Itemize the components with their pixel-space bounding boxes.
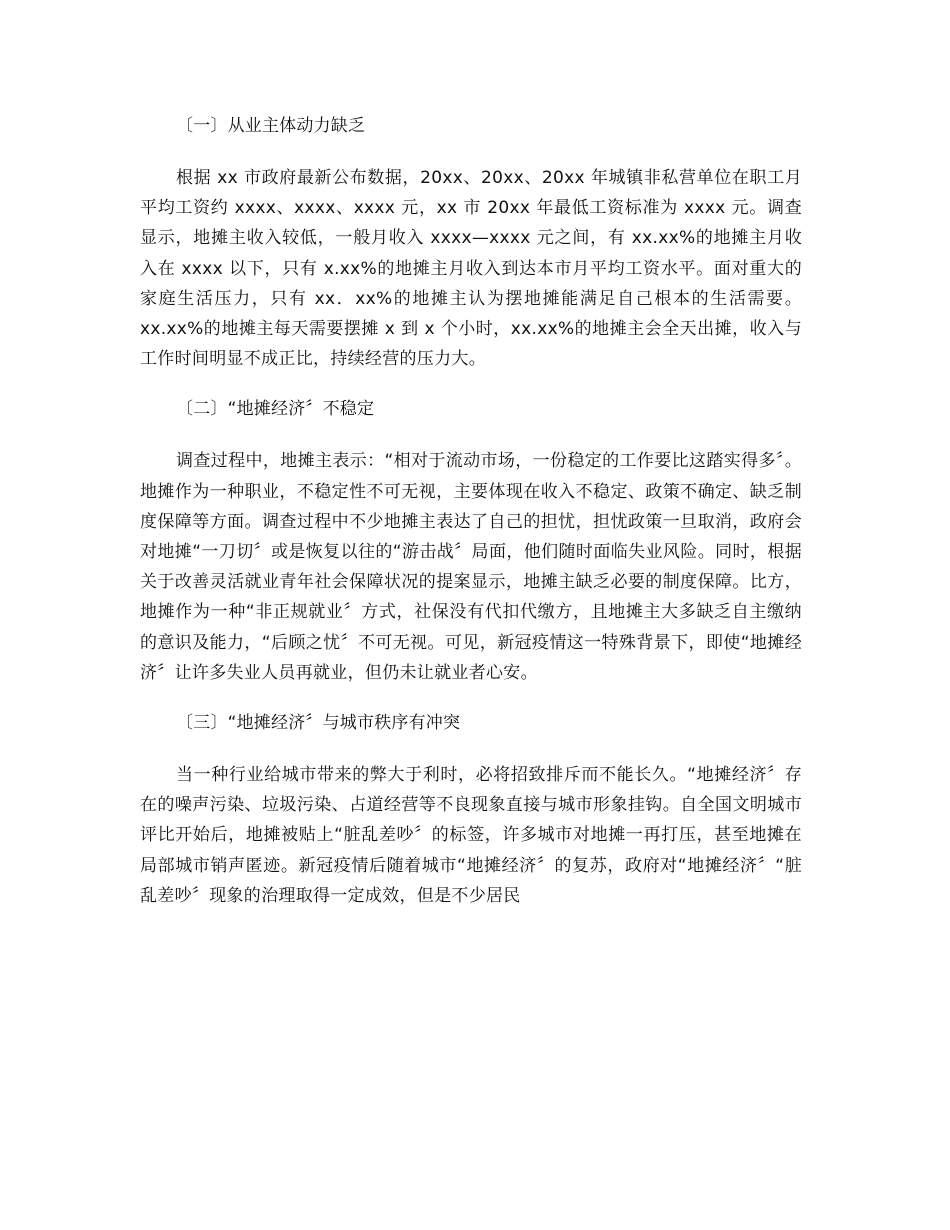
section-heading-1: 〔一〕从业主体动力缺乏 [176,116,366,136]
section-paragraph-3: 当一种行业给城市带来的弊大于利时，必将招致排斥而不能长久。“地摊经济〞存在的噪声污染、垃圾污染、占道经营等不良现象直接与城市形象挂钩。自全国文明城市评比开始后，地摊被贴上“脏乱差吵〞的标签，许多城市对地摊一再打压，甚至地摊在局部城市销声匿迹。新冠疫情后随着城市“地摊经济〞的复苏，政府对“地摊经济〞“脏乱差吵〞现象的治理取得一定成效，但是不少居民 [140,765,802,906]
section-paragraph-1: 根据 xx 市政府最新公布数据，20xx、20xx、20xx 年城镇非私营单位在职工月平均工资约 xxxx、xxxx、xxxx 元，xx 市 20xx 年最低工资标准为 xxxx 元。调查显示，地摊主收入较低，一般月收入 xxxx—xxxx 元之间，有 xx.xx%的地摊主月收入在 xxxx 以下，只有 x.xx%的地摊主月收入到达本市月平均工资水平。面对重大的家庭生活压力，只有 xx．xx%的地摊主认为摆地摊能满足自己根本的生活需要。xx.xx%的地摊主每天需要摆摊 x 到 x 个小时，xx.xx%的地摊主会全天出摊，收入与工作时间明显不成正比，持续经营的压力大。 [140,168,802,370]
section-heading-3: 〔三〕“地摊经济〞与城市秩序有冲突 [176,713,461,734]
document-body [140,111,802,911]
section-paragraph-2: 调查过程中，地摊主表示：“相对于流动市场，一份稳定的工作要比这踏实得多〞。地摊作为一种职业，不稳定性不可无视，主要体现在收入不稳定、政策不确定、缺乏制度保障等方面。调查过程中不少地摊主表达了自己的担忧，担忧政策一旦取消，政府会对地摊“一刀切〞或是恢复以往的“游击战〞局面，他们随时面临失业风险。同时，根据关于改善灵活就业青年社会保障状况的提案显示，地摊主缺乏必要的制度保障。比方，地摊作为一种“非正规就业〞方式，社保没有代扣代缴方，且地摊主大多缺乏自主缴纳的意识及能力，“后顾之忧〞不可无视。可见，新冠疫情这一特殊背景下，即使“地摊经济〞让许多失业人员再就业，但仍未让就业者心安。 [140,451,802,683]
section-heading-2: 〔二〕“地摊经济〞不稳定 [176,399,375,420]
